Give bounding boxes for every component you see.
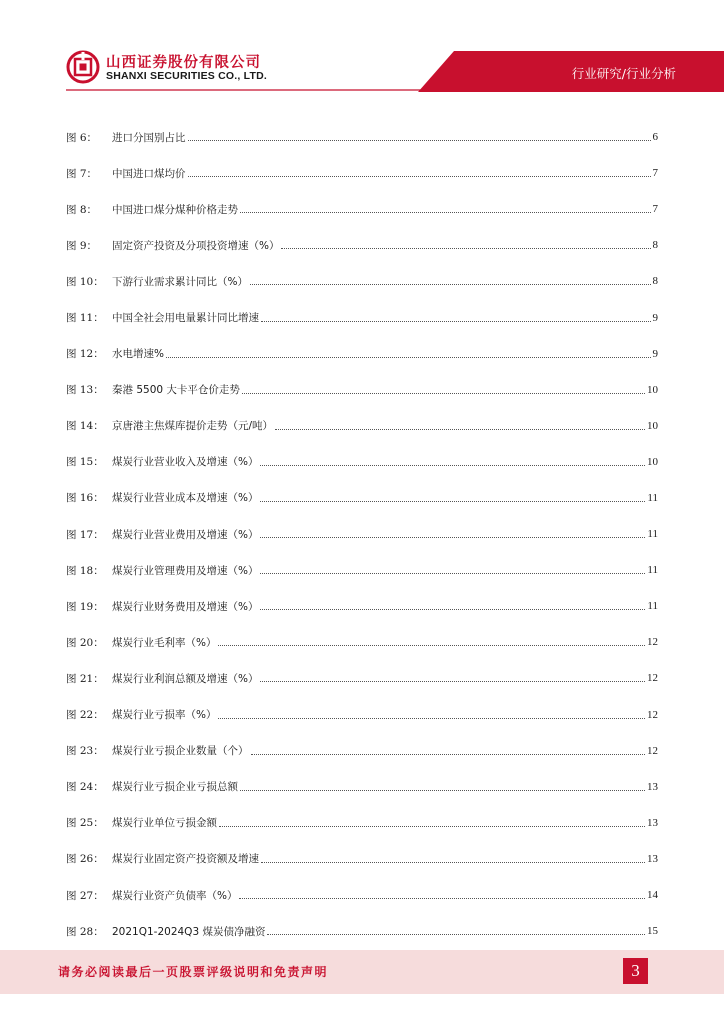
toc-entry[interactable] [66, 624, 658, 660]
toc-page-number: 14 [647, 889, 658, 902]
toc-figure-title: 中国进口煤均价 [112, 167, 186, 180]
toc-entry[interactable] [66, 841, 658, 877]
toc-figure-title: 煤炭行业财务费用及增速（%） [112, 600, 259, 613]
toc-figure-number: 图 21： [66, 672, 104, 685]
toc-figure-number: 图 13： [66, 384, 104, 397]
toc-figure-number: 图 27： [66, 889, 104, 902]
toc-figure-title: 煤炭行业营业费用及增速（%） [112, 528, 259, 541]
toc-dot-leader [219, 817, 645, 827]
toc-figure-number: 图 20： [66, 636, 104, 649]
toc-dot-leader [281, 239, 650, 249]
toc-entry[interactable] [66, 372, 658, 408]
toc-entry[interactable] [66, 697, 658, 733]
toc-page-number: 9 [652, 311, 658, 324]
toc-page-number: 10 [647, 419, 658, 432]
section-label: 行业研究/行业分析 [571, 66, 676, 81]
toc-figure-number: 图 15： [66, 456, 104, 469]
company-name-en: SHANXI SECURITIES CO., LTD. [106, 70, 267, 82]
toc-entry[interactable] [66, 119, 658, 155]
toc-page-number: 7 [652, 203, 658, 216]
toc-entry[interactable] [66, 336, 658, 372]
toc-page-number: 9 [652, 347, 658, 360]
company-logo-icon [66, 50, 100, 84]
toc-figure-number: 图 11： [66, 312, 104, 325]
toc-figure-title: 煤炭行业资产负债率（%） [112, 889, 238, 902]
company-name-cn: 山西证券股份有限公司 [106, 55, 261, 71]
toc-dot-leader [260, 528, 645, 538]
toc-figure-number: 图 9： [66, 239, 98, 252]
toc-figure-title: 2021Q1-2024Q3 煤炭债净融资 [112, 925, 266, 938]
toc-figure-title: 煤炭行业亏损企业数量（个） [112, 745, 249, 758]
toc-figure-number: 图 8： [66, 203, 98, 216]
toc-page-number: 10 [647, 455, 658, 468]
toc-entry[interactable] [66, 408, 658, 444]
toc-figure-title: 水电增速% [112, 348, 164, 361]
page-number: 3 [623, 958, 648, 984]
toc-figure-number: 图 17： [66, 528, 104, 541]
toc-dot-leader [188, 131, 651, 141]
toc-figure-title: 煤炭行业毛利率（%） [112, 636, 217, 649]
toc-page-number: 13 [647, 852, 658, 865]
toc-figure-title: 固定资产投资及分项投资增速（%） [112, 239, 280, 252]
toc-entry[interactable] [66, 480, 658, 516]
toc-figure-title: 煤炭行业亏损率（%） [112, 709, 217, 722]
toc-entry[interactable] [66, 805, 658, 841]
toc-page-number: 13 [647, 780, 658, 793]
toc-page-number: 11 [647, 564, 658, 577]
toc-dot-leader [166, 348, 651, 358]
toc-dot-leader [218, 636, 645, 646]
toc-entry[interactable] [66, 444, 658, 480]
toc-page-number: 8 [652, 275, 658, 288]
toc-page-number: 13 [647, 816, 658, 829]
toc-figure-title: 煤炭行业利润总额及增速（%） [112, 672, 259, 685]
toc-entry[interactable] [66, 227, 658, 263]
toc-dot-leader [250, 275, 651, 285]
toc-entry[interactable] [66, 913, 658, 949]
toc-dot-leader [261, 853, 645, 863]
toc-dot-leader [261, 312, 651, 322]
toc-figure-title: 煤炭行业营业收入及增速（%） [112, 456, 259, 469]
toc-entry[interactable] [66, 660, 658, 696]
toc-figure-number: 图 19： [66, 600, 104, 613]
toc-figure-number: 图 28： [66, 925, 104, 938]
toc-dot-leader [218, 709, 645, 719]
toc-figure-title: 秦港 5500 大卡平仓价走势 [112, 384, 240, 397]
toc-figure-title: 中国进口煤分煤种价格走势 [112, 203, 238, 216]
toc-figure-number: 图 12： [66, 348, 104, 361]
toc-entry[interactable] [66, 769, 658, 805]
toc-dot-leader [260, 492, 645, 502]
toc-figure-number: 图 10： [66, 275, 104, 288]
toc-page-number: 7 [652, 167, 658, 180]
toc-page-number: 6 [652, 131, 658, 144]
toc-entry[interactable] [66, 263, 658, 299]
toc-page-number: 8 [652, 239, 658, 252]
toc-figure-title: 煤炭行业管理费用及增速（%） [112, 564, 259, 577]
toc-dot-leader [242, 384, 645, 394]
toc-figure-number: 图 26： [66, 853, 104, 866]
page-header [0, 0, 724, 92]
toc-figure-title: 煤炭行业固定资产投资额及增速 [112, 853, 259, 866]
toc-page-number: 15 [647, 925, 658, 938]
toc-dot-leader [239, 889, 645, 899]
toc-entry[interactable] [66, 155, 658, 191]
toc-figure-number: 图 25： [66, 817, 104, 830]
toc-dot-leader [260, 456, 645, 466]
toc-figure-number: 图 7： [66, 167, 98, 180]
toc-figure-title: 煤炭行业单位亏损金额 [112, 817, 217, 830]
toc-figure-number: 图 14： [66, 420, 104, 433]
toc-dot-leader [267, 925, 645, 935]
toc-figure-number: 图 23： [66, 745, 104, 758]
toc-figure-title: 下游行业需求累计同比（%） [112, 275, 248, 288]
toc-figure-number: 图 6： [66, 131, 98, 144]
toc-page-number: 12 [647, 672, 658, 685]
toc-figure-title: 京唐港主焦煤库提价走势（元/吨） [112, 420, 274, 433]
toc-dot-leader [240, 203, 651, 213]
toc-figure-number: 图 24： [66, 781, 104, 794]
toc-entry[interactable] [66, 877, 658, 913]
toc-figure-title: 煤炭行业营业成本及增速（%） [112, 492, 259, 505]
toc-page-number: 11 [647, 600, 658, 613]
toc-entry[interactable] [66, 733, 658, 769]
toc-page-number: 11 [647, 528, 658, 541]
toc-dot-leader [260, 564, 645, 574]
toc-figure-title: 中国全社会用电量累计同比增速 [112, 312, 259, 325]
toc-entry[interactable] [66, 191, 658, 227]
toc-page-number: 12 [647, 744, 658, 757]
toc-entry[interactable] [66, 516, 658, 552]
toc-dot-leader [188, 167, 651, 177]
toc-dot-leader [251, 745, 646, 755]
toc-entry[interactable] [66, 588, 658, 624]
toc-figure-title: 进口分国别占比 [112, 131, 186, 144]
toc-dot-leader [275, 420, 645, 430]
toc-entry[interactable] [66, 299, 658, 335]
toc-figure-number: 图 22： [66, 709, 104, 722]
toc-dot-leader [240, 781, 645, 791]
toc-figure-number: 图 16： [66, 492, 104, 505]
toc-dot-leader [260, 600, 645, 610]
toc-page-number: 11 [647, 491, 658, 504]
toc-page-number: 12 [647, 636, 658, 649]
figure-table-of-contents [66, 119, 658, 949]
toc-page-number: 10 [647, 383, 658, 396]
toc-page-number: 12 [647, 708, 658, 721]
toc-dot-leader [260, 672, 645, 682]
toc-figure-number: 图 18： [66, 564, 104, 577]
toc-entry[interactable] [66, 552, 658, 588]
toc-figure-title: 煤炭行业亏损企业亏损总额 [112, 781, 238, 794]
disclaimer-note: 请务必阅读最后一页股票评级说明和免责声明 [58, 965, 329, 979]
